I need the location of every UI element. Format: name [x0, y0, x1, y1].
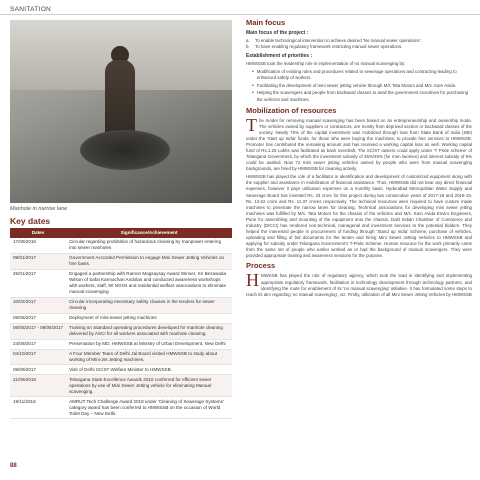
main-focus-title: Main focus [246, 18, 286, 27]
process-paragraph [246, 270, 472, 297]
significance-header: Significance/Achievement [66, 228, 232, 238]
row-significance: Deployment of mini-sewer jetting machines [66, 313, 232, 323]
list-item-marker: a. [246, 38, 250, 43]
table-row [10, 323, 232, 339]
table-row [10, 349, 232, 365]
row-date: 05/06/2017 [10, 313, 66, 323]
table-row [10, 253, 232, 269]
row-date: 04/10/2017 [10, 349, 66, 365]
key-dates-table [10, 228, 232, 419]
process-text: MWSSB has played the role of regulatory agency, which took the lead in identifying and implementing appropriate regulatory framework, facilitation in technology development through technology partners, and identifying the route for enablement of its 'no manual scavenging' initiative. It has formulated some steps to reach its aim regarding 'no manual scavenging', viz. Firstly, utilization of all Mini Sewer Jetting Vehicles by HMWSSB [246, 273, 472, 297]
photo-caption: Manhole in narrow lane [10, 206, 68, 212]
table-row [10, 339, 232, 349]
row-date: 25/01/2017 [10, 269, 66, 297]
row-significance: Training on Standard operating procedures developed for manhole cleaning delivered by ASCI for all workers associated with manhole cleaning. [66, 323, 232, 339]
page-number: 88 [10, 463, 17, 469]
row-date: 09/01/2017 [10, 253, 66, 269]
priorities-list [252, 69, 472, 102]
row-significance: Circular regarding prohibition of hazardous cleaning by manpower entering into sewer manholes [66, 238, 232, 253]
table-row [10, 297, 232, 313]
right-column [246, 18, 472, 300]
mobilization-dropcap: T [246, 114, 257, 135]
list-item [252, 69, 472, 81]
table-row [10, 269, 232, 297]
list-item-text: To have enabling regulatory framework restricting manual sewer operations. [255, 44, 403, 50]
list-item-text: To enable technological intervention to achieve desired 'No manual sewer operations'. [255, 38, 422, 43]
list-item-text: Facilitating the development of mini sewer jetting vehicle through M/s Tata Motors and M/s. Kam Avida. [256, 82, 457, 88]
mobilization-paragraph-2: HMWSSB has played the role of a facilitator in identification and development of customized equipment along with the supplier and assistance in mobilization of financial assistance. Thus, HMWSSB did not bear any direct financial expenses, however it pays utilization expenses on a monthly basis. Hyderabad Metropolitan Water Supply and Sewerage Board has invested Rs. 33 crore for this project during two consecutive years of 2017-18 and 2018-19, Rs. 13.62 crore and Rs. 11.37 crores respectively. The technical resources were required to have custom made machines to penetrate the narrow lanes for cleaning. Technical associations for developing mini sewer jetting machines was fulfilled by M/s. Tata Motors for the chassis of the vehicles and M/s. Kam Avida Enviro Engineers, Pune for assembling and mounting of the equipment onto the chassis. Dalit Indian Chamber of Commerce and Industry (DICCI) has rendered non-technical, managerial and investment services to the potential bidders. They helped the interested people in procurement of funding through 'Stand up India' Scheme, purchase of vehicles, uploading and filling of bid documents for the tender and hiring Mini Sewer Jetting Vehicles to HMWSSB and applying for subsidy under Telangana Government's T-Pride Scheme. Human resource for the work primarily came from the same set of people who earlier worked as or had the background of manual scavengers. They were provided appropriate training and awareness sessions for the purpose. [246, 174, 472, 259]
mobilization-text-1: he model for removing manual scavenging has been based on an entrepreneurship and ownership mode. The vehicles owned by suppliers or contractors, are mostly from deprived section or backward classes of the society. Nearly 75% of the capital investment was mobilized through loan from State Bank of India (SBI) under the 'Start up India' funds, for those who were buying the machines; to provide hire services to HMWSSB. Promoter has contributed the remaining amount and has received a working capital loan as well. Working capital fund of Rs.1.25 Lakhs was facilitated as bank overdraft. The SC/ST owners could apply under 'T Pride scheme' of Telangana Government, by which the investment subsidy of 35%/45% (for men /women) and interest subsidy of 9% could be availed. Now 72 mini sewer jetting vehicles owned by people who were from manual scavenging backgrounds, are hired by HMWSSB for cleaning activity. [246, 117, 472, 172]
table-row [10, 238, 232, 253]
row-date: 17/08/2016 [10, 238, 66, 253]
establishment-label: Establishment of priorities : [246, 53, 313, 60]
manhole-photo [10, 20, 232, 203]
list-item-text: Helping the scavengers and people from backward classes to avail the government incentives for purchasing the vehicles and machines. [256, 90, 469, 102]
bullet-icon: • [252, 82, 254, 89]
mobilization-paragraph-1 [246, 114, 472, 173]
key-dates-body [10, 238, 232, 419]
photo-manhole [80, 130, 170, 170]
table-row [10, 375, 232, 397]
table-row [10, 365, 232, 375]
bullet-icon: • [252, 69, 254, 76]
row-significance: A Four Member Team of Delhi Jal Board visited HMWSSB to study about working of Mini-Jet Jetting machines. [66, 349, 232, 365]
list-item-marker: b. [246, 44, 250, 50]
list-item [246, 44, 472, 50]
key-dates-title: Key dates [10, 216, 51, 226]
list-item [252, 83, 472, 89]
mobilization-title: Mobilization of resources [246, 105, 337, 115]
row-date: 10/02/2017 [10, 297, 66, 313]
process-dropcap: H [246, 270, 259, 291]
process-title: Process [246, 261, 276, 271]
row-date: 24/09/2017 [10, 339, 66, 349]
row-significance: Government Accorded Permission to engage Mini Sewer Jetting Vehicles on hire basis. [66, 253, 232, 269]
row-significance: Telangana State Excellence Awards 2018 conferred for efficient sewer operations by use of Mini Sewer Jetting vehicle for eliminating Manual scavenging. [66, 375, 232, 397]
row-significance: AMRUT Tech Challenge Award 2018 under 'Cleaning of Sewerage Systems' category award has been conferred to HMWSSB on the occasion of World Toilet Day – New Delhi. [66, 397, 232, 419]
row-significance: Engaged a partnership with Ramon Magsaysay Award Winner, Sri Bezawada Wilson of Safai Karmachari Andolan and conducted awareness workshops with workers, staff, 90 NGOs and residential welfare associations to eliminate manual scavenging [66, 269, 232, 297]
row-date: 19/11/2018 [10, 397, 66, 419]
table-row [10, 397, 232, 419]
row-date: 09/09/2017 [10, 365, 66, 375]
focus-list [246, 38, 472, 50]
row-significance: Visit of Delhi SC/ST Welfare Minister to HMWSSB. [66, 365, 232, 375]
establishment-intro: HMWSSB took the leadership role in implementation of no manual scavenging by: [246, 61, 406, 67]
bullet-icon: • [252, 90, 254, 97]
row-date: 06/06/2017 - 09/06/2017 [10, 323, 66, 339]
row-date: 21/09/2018 [10, 375, 66, 397]
list-item [252, 90, 472, 102]
project-focus-label: Main focus of the project : [246, 30, 309, 36]
row-significance: Circular incorporating necessary safety clauses in the tenders for sewer cleaning [66, 297, 232, 313]
section-label: SANITATION [10, 6, 52, 13]
row-significance: Presentation by MD, HMWSSB at Ministry of Urban Development, New Delhi [66, 339, 232, 349]
list-item-text: Modification of existing rules and procedures related to sewerage operations and contracting leading to enhanced safety of workers. [256, 69, 457, 81]
table-row [10, 313, 232, 323]
dates-header: Dates [10, 228, 66, 238]
header-rule [0, 14, 480, 15]
